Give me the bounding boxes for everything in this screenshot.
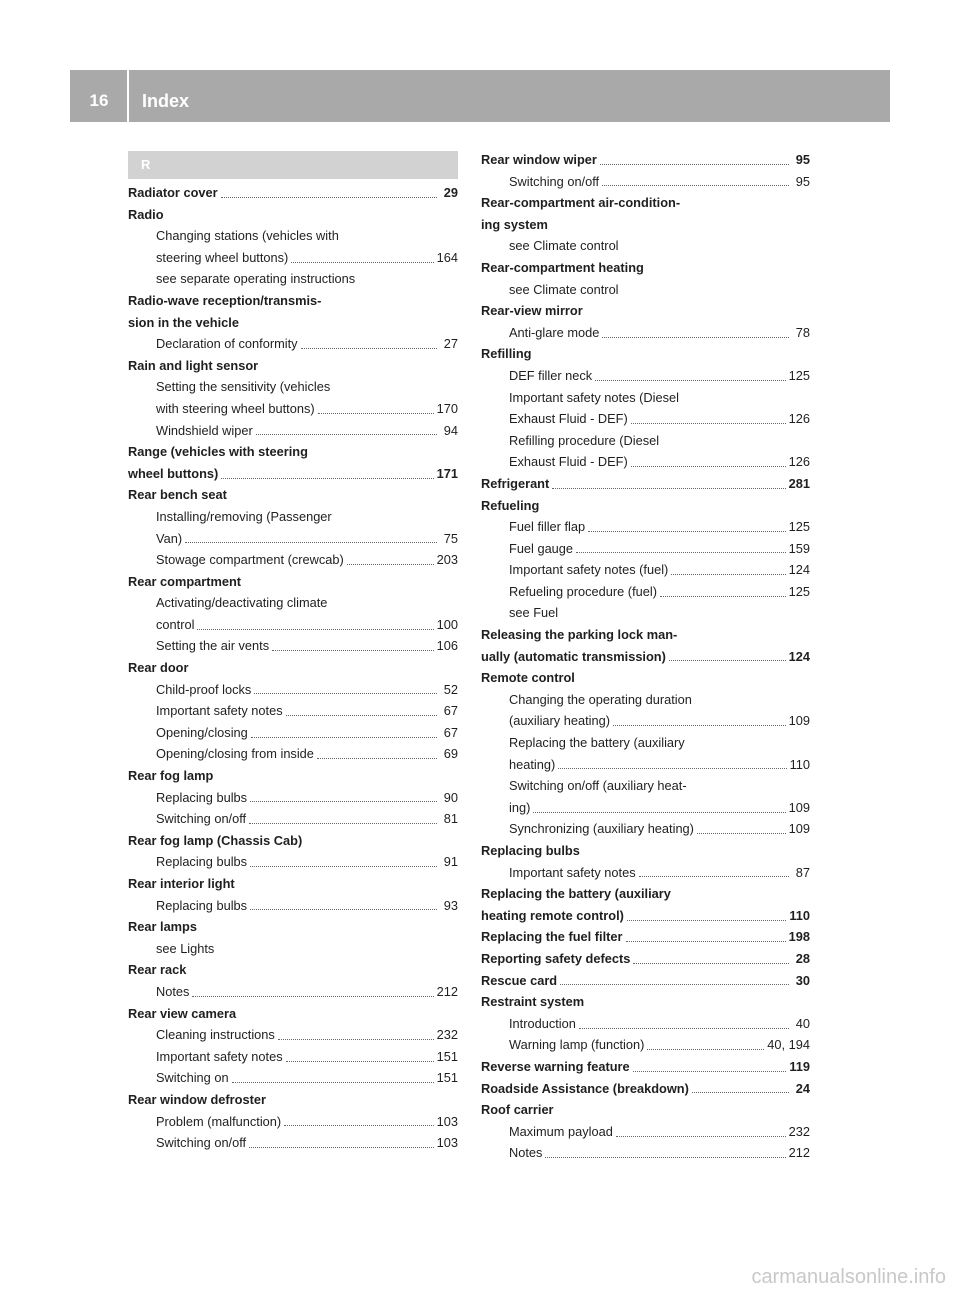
- index-heading: [481, 1099, 810, 1121]
- dot-leader: [185, 542, 437, 543]
- entry-text: Rear window wiper: [481, 152, 597, 167]
- entry-text: Remote control: [481, 670, 575, 686]
- entry-text: ing system: [481, 216, 548, 232]
- entry-text: Switching on/off (auxiliary heat-: [509, 778, 687, 794]
- index-heading: [481, 343, 810, 365]
- entry-text: Radio: [128, 206, 164, 222]
- entry-text: Changing the operating duration: [509, 691, 692, 707]
- page-reference: 198: [788, 929, 810, 945]
- index-subentry: [128, 398, 458, 420]
- entry-text: Important safety notes (Diesel: [509, 389, 679, 405]
- entry-text: Refueling procedure (fuel): [509, 583, 657, 599]
- index-subentry: [481, 1142, 810, 1164]
- entry-text: Releasing the parking lock man-: [481, 627, 678, 643]
- dot-leader: [639, 876, 789, 877]
- page-reference: 119: [789, 1058, 810, 1074]
- index-subentry: [481, 322, 810, 344]
- index-subentry: [481, 689, 810, 711]
- entry-text: Rear interior light: [128, 876, 235, 891]
- dot-leader: [633, 1071, 787, 1072]
- entry-text: Replacing bulbs: [481, 843, 580, 858]
- index-subentry: [128, 225, 458, 247]
- index-heading: [481, 214, 810, 236]
- entry-text: Important safety notes: [156, 1048, 283, 1064]
- entry-text: Restraint system: [481, 994, 585, 1010]
- index-subentry: [481, 365, 810, 387]
- dot-leader: [286, 1061, 434, 1062]
- index-heading: [481, 840, 810, 862]
- index-subentry: [481, 602, 810, 624]
- page-reference: 90: [443, 789, 458, 805]
- index-subentry: [128, 376, 458, 398]
- index-subentry: [481, 1121, 810, 1143]
- dot-leader: [697, 833, 786, 834]
- index-column-left: [128, 182, 458, 1154]
- index-subentry: [481, 516, 810, 538]
- dot-leader: [602, 185, 789, 186]
- index-heading: [128, 441, 458, 463]
- page-reference: 212: [436, 983, 458, 999]
- entry-text: Rear view camera: [128, 1005, 237, 1021]
- page-reference: 203: [436, 552, 458, 568]
- dot-leader: [278, 1039, 434, 1040]
- page-reference: 151: [436, 1048, 458, 1064]
- page-reference: 75: [443, 530, 458, 546]
- index-heading: [481, 991, 810, 1013]
- page-title: Index: [142, 91, 190, 111]
- dot-leader: [595, 380, 785, 381]
- dot-leader: [533, 812, 785, 813]
- index-subentry: [481, 235, 810, 257]
- page-reference: 125: [788, 583, 810, 599]
- index-heading: [128, 484, 458, 506]
- page-reference: 78: [795, 324, 810, 340]
- entry-text: Stowage compartment (crewcab): [156, 552, 344, 568]
- index-heading: [481, 624, 810, 646]
- entry-text: Roof carrier: [481, 1102, 554, 1118]
- page-reference: 30: [795, 972, 810, 988]
- dot-leader: [347, 564, 434, 565]
- dot-leader: [552, 488, 785, 489]
- entry-text: Rear door: [128, 660, 189, 676]
- entry-text: Radiator cover: [128, 185, 218, 200]
- entry-text: Rear rack: [128, 962, 187, 978]
- page-reference: 232: [788, 1123, 810, 1139]
- entry-text: see Fuel: [509, 605, 559, 621]
- entry-text: Exhaust Fluid - DEF): [509, 411, 628, 427]
- entry-text: Rear-compartment air-condition-: [481, 195, 681, 211]
- dot-leader: [249, 1147, 434, 1148]
- index-subentry: [481, 387, 810, 409]
- dot-leader: [250, 801, 437, 802]
- entry-text: Replacing bulbs: [156, 789, 248, 805]
- entry-text: Roadside Assistance (breakdown): [481, 1080, 689, 1096]
- index-subentry: [128, 851, 458, 873]
- page-reference: 93: [443, 897, 458, 913]
- index-heading: [128, 873, 458, 895]
- index-subentry: [128, 895, 458, 917]
- page-reference: 67: [443, 703, 458, 719]
- entry-text: Opening/closing from inside: [156, 746, 314, 762]
- page-reference: 106: [436, 638, 458, 654]
- index-subentry: [481, 732, 810, 754]
- index-subentry: [128, 1024, 458, 1046]
- entry-text: Switching on/off: [156, 811, 247, 827]
- dot-leader: [284, 1125, 433, 1126]
- dot-leader: [560, 984, 789, 985]
- entry-text: heating remote control): [481, 907, 624, 923]
- index-subentry: [128, 1046, 458, 1068]
- dot-leader: [600, 164, 789, 165]
- dot-leader: [647, 1049, 764, 1050]
- page-reference: 109: [788, 713, 810, 729]
- page-reference: 232: [436, 1027, 458, 1043]
- dot-leader: [588, 531, 786, 532]
- index-subentry: [128, 592, 458, 614]
- header-divider: [127, 70, 129, 122]
- page-reference: 103: [436, 1135, 458, 1151]
- dot-leader: [318, 413, 434, 414]
- page-reference: 24: [795, 1080, 810, 1096]
- dot-leader: [613, 725, 786, 726]
- page-reference: 52: [443, 681, 458, 697]
- index-subentry: [481, 171, 810, 193]
- page-reference: 109: [788, 821, 810, 837]
- page-reference: 124: [788, 648, 810, 664]
- index-subentry: [481, 430, 810, 452]
- index-subentry: [128, 333, 458, 355]
- entry-text: Activating/deactivating climate: [156, 595, 328, 611]
- index-heading: [128, 830, 458, 852]
- dot-leader: [627, 920, 786, 921]
- index-heading: [128, 463, 458, 485]
- entry-text: Opening/closing: [156, 724, 248, 740]
- index-subentry: [481, 279, 810, 301]
- index-subentry: [128, 700, 458, 722]
- entry-text: Switching on/off: [156, 1135, 247, 1151]
- entry-text: Setting the sensitivity (vehicles: [156, 379, 331, 395]
- entry-text: Rear fog lamp: [128, 768, 214, 784]
- page-reference: 110: [789, 907, 810, 923]
- page-reference: 69: [443, 746, 458, 762]
- dot-leader: [301, 348, 437, 349]
- index-heading: [128, 355, 458, 377]
- dot-leader: [660, 596, 786, 597]
- dot-leader: [192, 996, 433, 997]
- entry-text: Fuel gauge: [509, 540, 574, 556]
- page-reference: 95: [795, 152, 810, 167]
- index-heading: [128, 657, 458, 679]
- page-reference: 40, 194: [767, 1037, 810, 1053]
- entry-text: sion in the vehicle: [128, 314, 239, 330]
- entry-text: Rear bench seat: [128, 487, 227, 503]
- entry-text: Switching on: [156, 1070, 229, 1086]
- dot-leader: [631, 423, 786, 424]
- index-subentry: [481, 710, 810, 732]
- dot-leader: [249, 823, 437, 824]
- entry-text: Introduction: [509, 1015, 576, 1031]
- index-subentry: [481, 1034, 810, 1056]
- index-heading: [481, 300, 810, 322]
- index-subentry: [128, 549, 458, 571]
- index-column-right: [481, 149, 810, 1164]
- index-subentry: [481, 559, 810, 581]
- entry-text: Rear-view mirror: [481, 303, 583, 319]
- index-subentry: [128, 722, 458, 744]
- index-heading: [481, 473, 810, 495]
- entry-text: Replacing the battery (auxiliary: [481, 886, 671, 902]
- index-subentry: [128, 614, 458, 636]
- entry-text: Maximum payload: [509, 1123, 613, 1139]
- index-heading: [481, 883, 810, 905]
- index-subentry: [481, 408, 810, 430]
- entry-text: Notes: [156, 983, 190, 999]
- index-subentry: [128, 1132, 458, 1154]
- entry-text: Anti-glare mode: [509, 324, 600, 340]
- index-heading: [128, 290, 458, 312]
- entry-text: see Climate control: [509, 238, 619, 254]
- page-reference: 27: [443, 336, 458, 352]
- entry-text: (auxiliary heating): [509, 713, 611, 729]
- page-header: [70, 70, 890, 122]
- entry-text: see Climate control: [509, 281, 619, 297]
- dot-leader: [197, 629, 433, 630]
- page-reference: 171: [436, 465, 458, 481]
- entry-text: ing): [509, 799, 531, 815]
- index-subentry: [128, 808, 458, 830]
- dot-leader: [545, 1157, 785, 1158]
- page-reference: 164: [436, 249, 458, 265]
- entry-text: DEF filler neck: [509, 367, 593, 383]
- dot-leader: [254, 693, 437, 694]
- page-reference: 100: [436, 616, 458, 632]
- page-reference: 94: [443, 422, 458, 438]
- index-subentry: [128, 247, 458, 269]
- entry-text: ually (automatic transmission): [481, 648, 666, 664]
- entry-text: see separate operating instructions: [156, 271, 356, 287]
- index-subentry: [128, 268, 458, 290]
- entry-text: Rescue card: [481, 972, 558, 988]
- entry-text: steering wheel buttons): [156, 249, 289, 265]
- index-heading: [481, 1078, 810, 1100]
- index-heading: [481, 926, 810, 948]
- dot-leader: [576, 552, 786, 553]
- page-reference: 29: [443, 185, 458, 200]
- entry-text: Exhaust Fluid - DEF): [509, 454, 628, 470]
- entry-text: Declaration of conformity: [156, 336, 298, 352]
- entry-text: Refilling: [481, 346, 532, 362]
- page-reference: 281: [788, 475, 810, 491]
- entry-text: Important safety notes: [509, 864, 636, 880]
- dot-leader: [221, 478, 433, 479]
- entry-text: Refrigerant: [481, 475, 550, 491]
- index-subentry: [481, 775, 810, 797]
- page-reference: 67: [443, 724, 458, 740]
- page-reference: 95: [795, 173, 810, 189]
- page-number: 16: [89, 91, 109, 110]
- entry-text: wheel buttons): [128, 465, 219, 481]
- entry-text: with steering wheel buttons): [156, 400, 315, 416]
- entry-text: heating): [509, 756, 556, 772]
- entry-text: Rain and light sensor: [128, 357, 259, 373]
- entry-text: Reverse warning feature: [481, 1058, 630, 1074]
- page-reference: 159: [788, 540, 810, 556]
- entry-text: Refilling procedure (Diesel: [509, 432, 660, 448]
- entry-text: Important safety notes: [156, 703, 283, 719]
- index-heading: [481, 1056, 810, 1078]
- entry-text: control: [156, 616, 195, 632]
- entry-text: Reporting safety defects: [481, 950, 631, 966]
- dot-leader: [317, 758, 437, 759]
- entry-text: Problem (malfunction): [156, 1113, 282, 1129]
- dot-leader: [256, 434, 437, 435]
- entry-text: Child-proof locks: [156, 681, 252, 697]
- entry-text: Refueling: [481, 497, 540, 513]
- page-reference: 151: [436, 1070, 458, 1086]
- page-reference: 125: [788, 367, 810, 383]
- dot-leader: [631, 466, 786, 467]
- entry-text: Van): [156, 530, 183, 546]
- dot-leader: [626, 941, 786, 942]
- index-subentry: [481, 754, 810, 776]
- entry-text: Synchronizing (auxiliary heating): [509, 821, 694, 837]
- index-subentry: [481, 581, 810, 603]
- index-heading: [128, 571, 458, 593]
- entry-text: Replacing bulbs: [156, 854, 248, 870]
- page-reference: 40: [795, 1015, 810, 1031]
- dot-leader: [692, 1092, 789, 1093]
- index-subentry: [128, 506, 458, 528]
- dot-leader: [272, 650, 434, 651]
- dot-leader: [558, 768, 786, 769]
- dot-leader: [221, 197, 437, 198]
- index-heading: [481, 646, 810, 668]
- index-subentry: [128, 528, 458, 550]
- dot-leader: [669, 660, 786, 661]
- page-reference: 170: [436, 400, 458, 416]
- dot-leader: [251, 737, 437, 738]
- index-heading: [481, 495, 810, 517]
- entry-text: Replacing the fuel filter: [481, 929, 623, 945]
- entry-text: Notes: [509, 1145, 543, 1161]
- index-heading: [481, 257, 810, 279]
- entry-text: Rear fog lamp (Chassis Cab): [128, 832, 303, 848]
- index-heading: [481, 970, 810, 992]
- entry-text: Radio-wave reception/transmis-: [128, 292, 322, 308]
- page-reference: 28: [795, 950, 810, 966]
- page-reference: 212: [788, 1145, 810, 1161]
- index-heading: [128, 916, 458, 938]
- page-reference: 110: [789, 756, 810, 772]
- entry-text: Rear compartment: [128, 573, 242, 589]
- entry-text: Changing stations (vehicles with: [156, 228, 339, 244]
- index-heading: [481, 192, 810, 214]
- index-subentry: [128, 743, 458, 765]
- index-heading: [128, 182, 458, 204]
- index-subentry: [481, 1013, 810, 1035]
- index-heading: [481, 905, 810, 927]
- entry-text: Rear-compartment heating: [481, 259, 644, 275]
- dot-leader: [250, 866, 437, 867]
- index-subentry: [128, 635, 458, 657]
- dot-leader: [633, 963, 789, 964]
- watermark: carmanualsonline.info: [751, 1266, 946, 1288]
- index-heading: [128, 204, 458, 226]
- index-heading: [128, 312, 458, 334]
- entry-text: Switching on/off: [509, 173, 600, 189]
- dot-leader: [671, 574, 785, 575]
- entry-text: Warning lamp (function): [509, 1037, 645, 1053]
- entry-text: Important safety notes (fuel): [509, 562, 669, 578]
- page-reference: 81: [443, 811, 458, 827]
- page-reference: 87: [795, 864, 810, 880]
- index-subentry: [481, 818, 810, 840]
- index-subentry: [128, 981, 458, 1003]
- index-subentry: [128, 679, 458, 701]
- entry-text: Rear lamps: [128, 919, 197, 935]
- entry-text: Installing/removing (Passenger: [156, 508, 332, 524]
- index-subentry: [128, 1111, 458, 1133]
- entry-text: Windshield wiper: [156, 422, 253, 438]
- index-subentry: [128, 787, 458, 809]
- index-heading: [481, 149, 810, 171]
- entry-text: see Lights: [156, 940, 215, 956]
- dot-leader: [291, 262, 433, 263]
- page-reference: 109: [788, 799, 810, 815]
- entry-text: Range (vehicles with steering: [128, 444, 308, 460]
- dot-leader: [616, 1136, 786, 1137]
- entry-text: Replacing bulbs: [156, 897, 248, 913]
- dot-leader: [232, 1082, 434, 1083]
- index-subentry: [481, 797, 810, 819]
- dot-leader: [602, 337, 789, 338]
- index-subentry: [481, 862, 810, 884]
- entry-text: Replacing the battery (auxiliary: [509, 735, 685, 751]
- index-heading: [128, 959, 458, 981]
- index-heading: [128, 1089, 458, 1111]
- index-heading: [128, 1003, 458, 1025]
- page-reference: 103: [436, 1113, 458, 1129]
- index-subentry: [128, 938, 458, 960]
- entry-text: Cleaning instructions: [156, 1027, 275, 1043]
- entry-text: Rear window defroster: [128, 1091, 266, 1107]
- page-reference: 126: [788, 411, 810, 427]
- entry-text: Setting the air vents: [156, 638, 270, 654]
- index-subentry: [128, 1067, 458, 1089]
- dot-leader: [286, 715, 437, 716]
- page-reference: 125: [788, 519, 810, 535]
- page-reference: 124: [788, 562, 810, 578]
- page-reference: 91: [443, 854, 458, 870]
- index-subentry: [128, 420, 458, 442]
- index-subentry: [481, 538, 810, 560]
- dot-leader: [250, 909, 437, 910]
- dot-leader: [579, 1028, 789, 1029]
- index-heading: [481, 667, 810, 689]
- entry-text: Fuel filler flap: [509, 519, 586, 535]
- index-heading: [481, 948, 810, 970]
- index-subentry: [481, 451, 810, 473]
- section-letter-bar: R: [128, 151, 458, 179]
- page-reference: 126: [788, 454, 810, 470]
- index-heading: [128, 765, 458, 787]
